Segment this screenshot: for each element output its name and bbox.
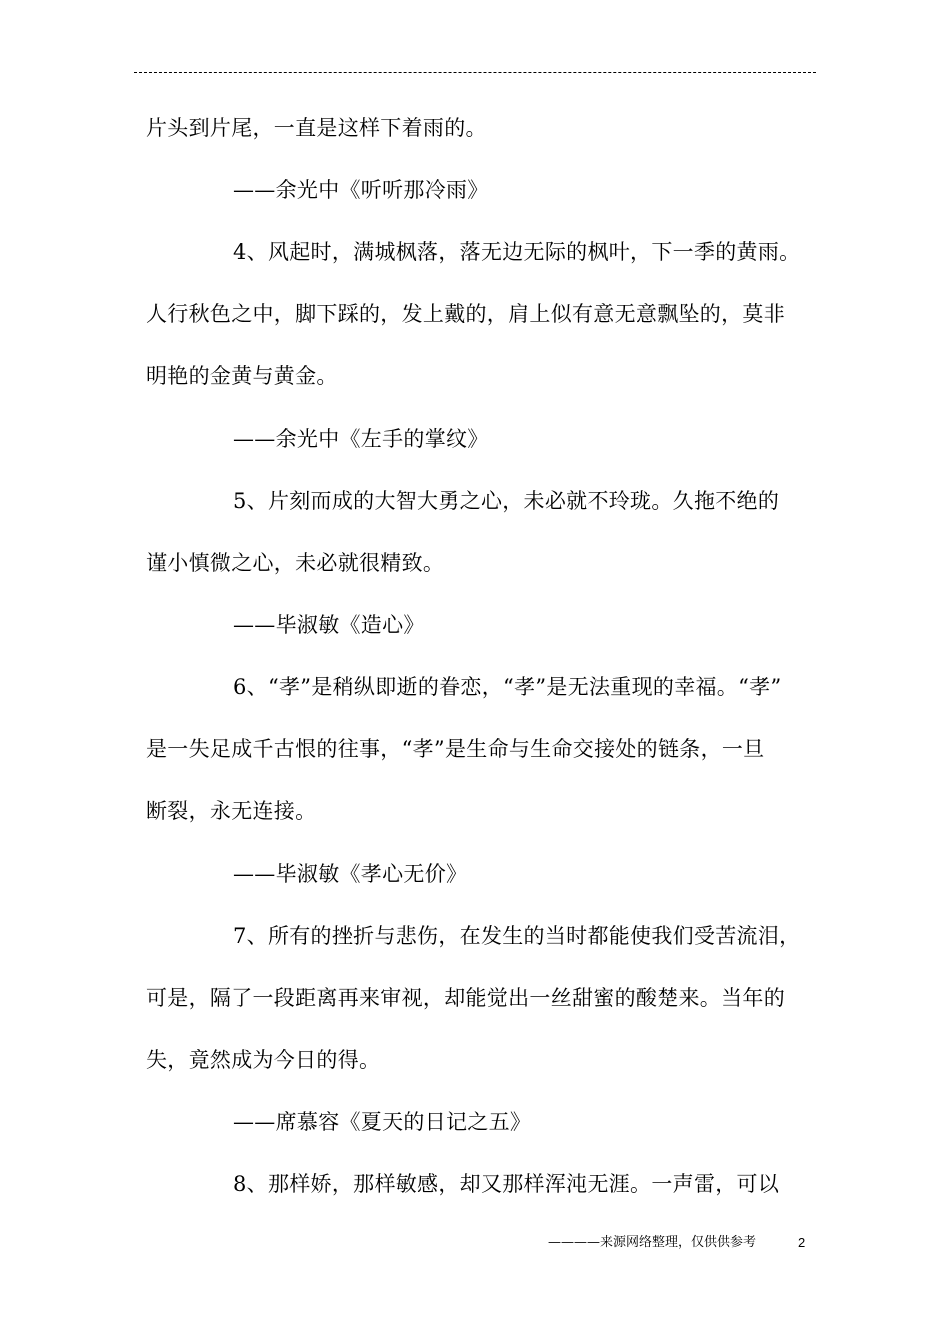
footer-source-note: ————来源网络整理，仅供供参考: [548, 1235, 757, 1250]
text-line: 人行秋色之中，脚下踩的，发上戴的，肩上似有意无意飘坠的，莫非: [146, 302, 785, 326]
quote-attribution: ——余光中《听听那冷雨》: [233, 178, 489, 202]
quote-attribution: ——席慕容《夏天的日记之五》: [233, 1110, 532, 1134]
text-line: 是一失足成千古恨的往事，“孝”是生命与生命交接处的链条，一旦: [146, 737, 765, 761]
page-number: 2: [798, 1235, 806, 1250]
quote-attribution: ——毕淑敏《孝心无价》: [233, 862, 468, 886]
paragraph-start: 4、风起时，满城枫落，落无边无际的枫叶，下一季的黄雨。: [233, 240, 801, 264]
paragraph-start: 6、“孝”是稍纵即逝的眷恋，“孝”是无法重现的幸福。“孝”: [233, 675, 782, 699]
text-line: 可是，隔了一段距离再来审视，却能觉出一丝甜蜜的酸楚来。当年的: [146, 986, 785, 1010]
text-line: 断裂，永无连接。: [146, 799, 317, 823]
quote-attribution: ——余光中《左手的掌纹》: [233, 427, 489, 451]
paragraph-start: 8、那样娇，那样敏感，却又那样浑沌无涯。一声雷，可以: [233, 1172, 780, 1196]
text-line: 谨小慎微之心，未必就很精致。: [146, 551, 445, 575]
paragraph-start: 7、所有的挫折与悲伤，在发生的当时都能使我们受苦流泪，: [233, 924, 801, 948]
paragraph-start: 5、片刻而成的大智大勇之心，未必就不玲珑。久拖不绝的: [233, 489, 780, 513]
text-line: 失，竟然成为今日的得。: [146, 1048, 381, 1072]
text-line: 片头到片尾，一直是这样下着雨的。: [146, 116, 487, 140]
text-line: 明艳的金黄与黄金。: [146, 364, 338, 388]
quote-attribution: ——毕淑敏《造心》: [233, 613, 425, 637]
header-rule: [134, 72, 816, 73]
